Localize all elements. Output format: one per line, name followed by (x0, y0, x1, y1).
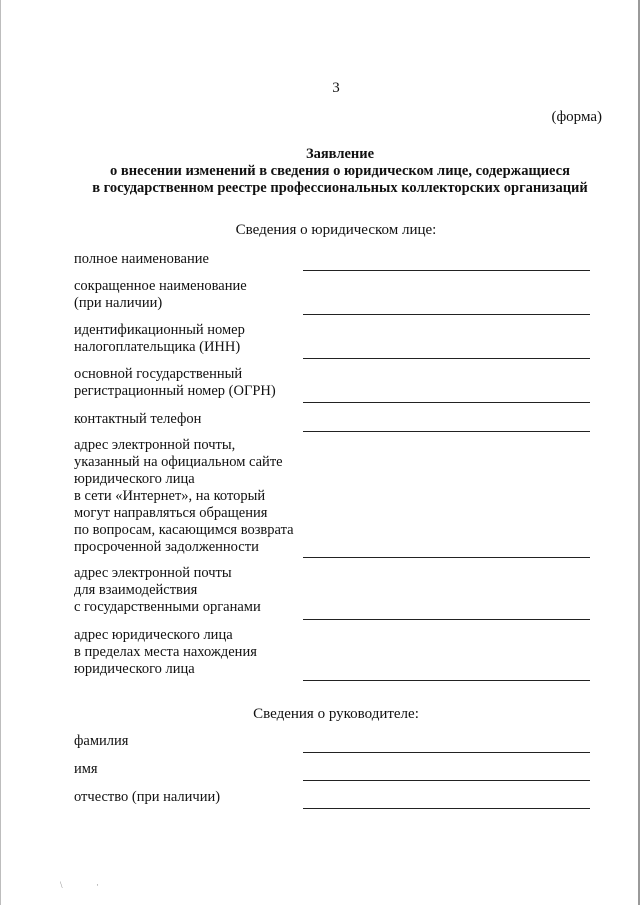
field-line-first-name[interactable] (303, 780, 590, 781)
field-label-phone: контактный телефон (74, 411, 202, 427)
field-line-phone[interactable] (303, 431, 590, 432)
document-title (30, 146, 640, 197)
director-heading: Сведения о руководителе: (253, 706, 419, 722)
field-line-patronymic[interactable] (303, 808, 590, 809)
field-line-email-website[interactable] (303, 557, 590, 558)
field-label-short-name: сокращенное наименование (при наличии) (74, 278, 247, 311)
field-line-email-gov[interactable] (303, 619, 590, 620)
field-label-inn: идентификационный номер налогоплательщика (ИНН) (74, 322, 245, 355)
field-line-inn[interactable] (303, 358, 590, 359)
field-line-surname[interactable] (303, 752, 590, 753)
page-edge-left (0, 0, 1, 905)
field-line-full-name[interactable] (303, 270, 590, 271)
form-marker: (форма) (551, 109, 602, 125)
title-line: Заявление (305, 146, 375, 162)
field-label-patronymic: отчество (при наличии) (74, 789, 221, 805)
title-line: в государственном реестре профессиональных коллекторских организаций (92, 180, 588, 196)
title-line: о внесении изменений в сведения о юридическом лице, содержащиеся (110, 163, 570, 179)
page-number: 3 (332, 80, 340, 96)
field-label-address: адрес юридического лица в пределах места нахождения юридического лица (74, 627, 257, 677)
scan-mark: · (96, 880, 99, 890)
field-label-surname: фамилия (74, 733, 129, 749)
field-line-address[interactable] (303, 680, 590, 681)
field-line-short-name[interactable] (303, 314, 590, 315)
field-label-full-name: полное наименование (74, 251, 209, 267)
field-line-ogrn[interactable] (303, 402, 590, 403)
legal-entity-heading: Сведения о юридическом лице: (235, 222, 437, 238)
scan-mark: \ (60, 880, 63, 890)
field-label-first-name: имя (74, 761, 98, 777)
field-label-email-website: адрес электронной почты, указанный на официальном сайте юридического лица в сети «Интернет», на который могут направляться обращения по вопросам, касающимся возврата просроченной задолженности (74, 437, 294, 555)
field-label-email-gov: адрес электронной почты для взаимодействия с государственными органами (74, 565, 261, 615)
field-label-ogrn: основной государственный регистрационный номер (ОГРН) (74, 366, 276, 399)
